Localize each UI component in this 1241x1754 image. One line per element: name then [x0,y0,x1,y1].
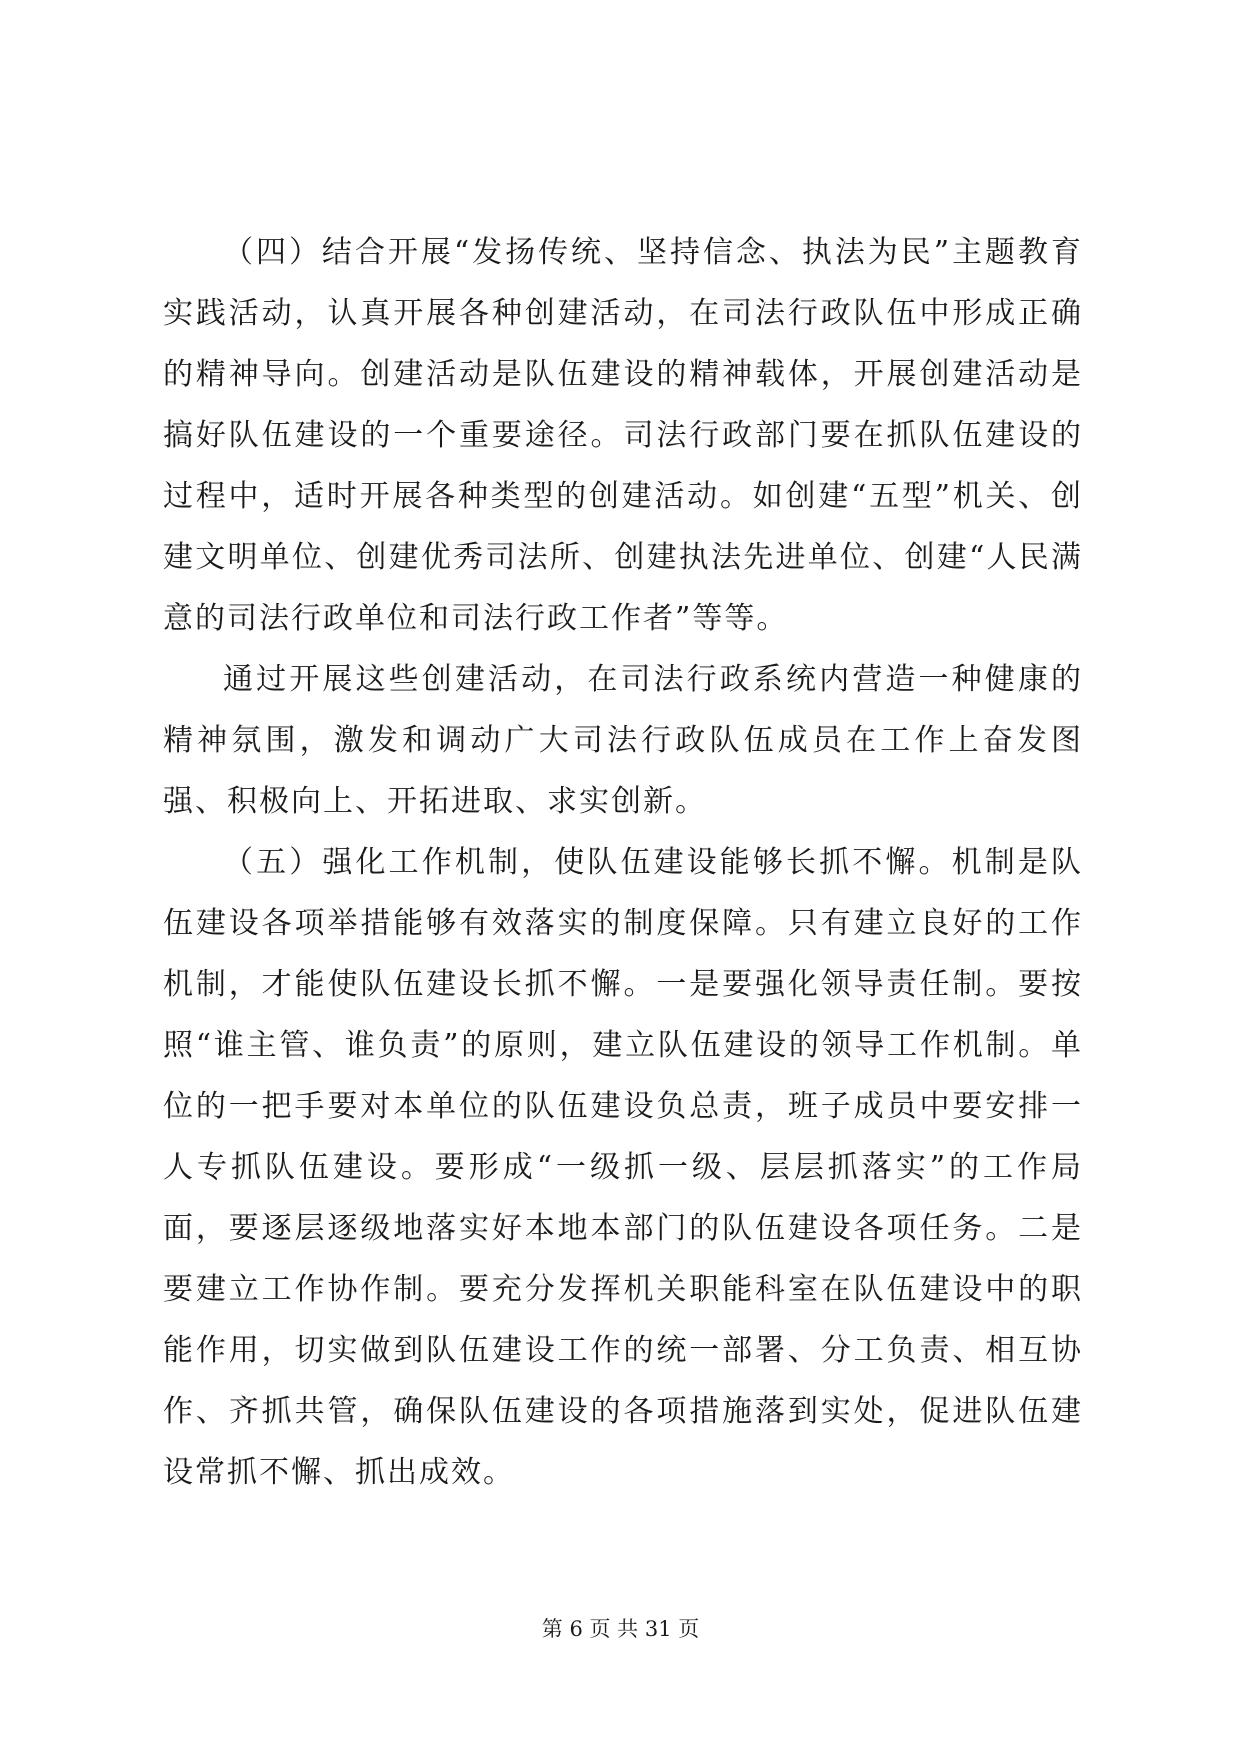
paragraph-creation-activities: 通过开展这些创建活动，在司法行政系统内营造一种健康的精神氛围，激发和调动广大司法行政队伍成员在工作上奋发图强、积极向上、开拓进取、求实创新。 [163,662,1083,819]
paragraph-section-five: （五）强化工作机制，使队伍建设能够长抓不懈。机制是队伍建设各项举措能够有效落实的制度保障。只有建立良好的工作机制，才能使队伍建设长抓不懈。一是要强化领导责任制。要按照“谁主管、谁负责”的原则，建立队伍建设的领导工作机制。单位的一把手要对本单位的队伍建设负总责，班子成员中要安排一人专抓队伍建设。要形成“一级抓一级、层层抓落实”的工作局面，要逐层逐级地落实好本地本部门的队伍建设各项任务。二是要建立工作协作制。要充分发挥机关职能科室在队伍建设中的职能作用，切实做到队伍建设工作的统一部署、分工负责、相互协作、齐抓共管，确保队伍建设的各项措施落到实处，促进队伍建设常抓不懈、抓出成效。 [163,845,1083,1490]
paragraph-section-four: （四）结合开展“发扬传统、坚持信念、执法为民”主题教育实践活动，认真开展各种创建活动，在司法行政队伍中形成正确的精神导向。创建活动是队伍建设的精神载体，开展创建活动是搞好队伍建设的一个重要途径。司法行政部门要在抓队伍建设的过程中，适时开展各种类型的创建活动。如创建“五型”机关、创建文明单位、创建优秀司法所、创建执法先进单位、创建“人民满意的司法行政单位和司法行政工作者”等等。 [163,235,1083,636]
page-number-footer: 第 6 页 共 31 页 [541,1617,700,1641]
body-text [163,222,1083,1503]
